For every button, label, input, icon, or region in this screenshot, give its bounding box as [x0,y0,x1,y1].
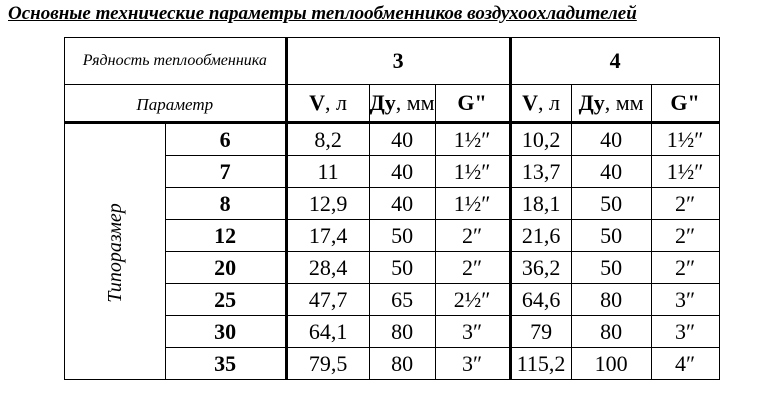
size-cell: 7 [165,156,286,188]
v3-cell: 64,1 [286,316,369,348]
du4-cell: 100 [571,348,651,380]
v3-cell: 79,5 [286,348,369,380]
v3-cell: 47,7 [286,284,369,316]
param-label-cell [65,85,287,123]
col-head-du3-unit: , мм [395,90,435,115]
group-label-3: 3 [392,48,404,73]
v3-cell: 12,9 [286,188,369,220]
g4-cell: 3″ [651,316,719,348]
g4-cell: 3″ [651,284,719,316]
size-cell: 8 [165,188,286,220]
col-head-v3-sym: V [309,90,326,115]
du4-cell: 50 [571,188,651,220]
size-group-label-cell [65,123,166,380]
header-row-rows [65,38,720,85]
g3-cell: 1½″ [435,123,510,156]
v4-cell: 10,2 [510,123,571,156]
du4-cell: 50 [571,252,651,284]
v3-cell: 11 [286,156,369,188]
du4-cell: 80 [571,284,651,316]
du3-cell: 80 [369,348,435,380]
g3-cell: 2½″ [435,284,510,316]
du4-cell: 40 [571,156,651,188]
parameters-table [64,37,720,380]
du3-cell: 50 [369,220,435,252]
v4-cell: 115,2 [510,348,571,380]
size-cell: 35 [165,348,286,380]
g3-cell: 2″ [435,220,510,252]
col-head-v4-unit: , л [538,90,561,115]
size-cell: 25 [165,284,286,316]
du4-cell: 40 [571,123,651,156]
size-cell: 6 [165,123,286,156]
v4-cell: 36,2 [510,252,571,284]
group-header-3 [286,38,510,85]
g4-cell: 1½″ [651,123,719,156]
g4-cell: 1½″ [651,156,719,188]
col-head-v3-unit: , л [325,90,348,115]
g4-cell: 4″ [651,348,719,380]
g3-cell: 3″ [435,348,510,380]
param-label: Параметр [136,95,214,114]
col-head-g3 [435,85,510,123]
du3-cell: 40 [369,156,435,188]
header-row-params [65,85,720,123]
col-head-g3-sym: G" [457,90,487,115]
v3-cell: 8,2 [286,123,369,156]
v4-cell: 64,6 [510,284,571,316]
g3-cell: 2″ [435,252,510,284]
col-head-v4 [510,85,571,123]
group-label-4: 4 [609,48,621,73]
v4-cell: 79 [510,316,571,348]
col-head-g4-sym: G" [670,90,700,115]
col-head-v4-sym: V [522,90,539,115]
col-head-v3 [286,85,369,123]
col-head-du4 [571,85,651,123]
du3-cell: 50 [369,252,435,284]
du3-cell: 80 [369,316,435,348]
du3-cell: 65 [369,284,435,316]
du3-cell: 40 [369,123,435,156]
du4-cell: 80 [571,316,651,348]
col-head-du4-unit: , мм [604,90,644,115]
g3-cell: 3″ [435,316,510,348]
page-title: Основные технические параметры теплообменников воздухоохладителей [8,3,637,24]
group-header-4 [510,38,719,85]
g3-cell: 1½″ [435,188,510,220]
row-count-label: Рядность теплообменника [82,51,267,69]
row-count-label-cell [65,38,287,85]
v4-cell: 18,1 [510,188,571,220]
g4-cell: 2″ [651,220,719,252]
v3-cell: 28,4 [286,252,369,284]
g3-cell: 1½″ [435,156,510,188]
size-cell: 30 [165,316,286,348]
size-cell: 20 [165,252,286,284]
col-head-du3 [369,85,435,123]
col-head-du3-sym: Ду [369,90,396,115]
du4-cell: 50 [571,220,651,252]
v4-cell: 13,7 [510,156,571,188]
v3-cell: 17,4 [286,220,369,252]
table-row [65,123,720,156]
g4-cell: 2″ [651,252,719,284]
col-head-g4 [651,85,719,123]
col-head-du4-sym: Ду [578,90,605,115]
du3-cell: 40 [369,188,435,220]
v4-cell: 21,6 [510,220,571,252]
g4-cell: 2″ [651,188,719,220]
size-cell: 12 [165,220,286,252]
size-group-label: Типоразмер [103,202,126,303]
